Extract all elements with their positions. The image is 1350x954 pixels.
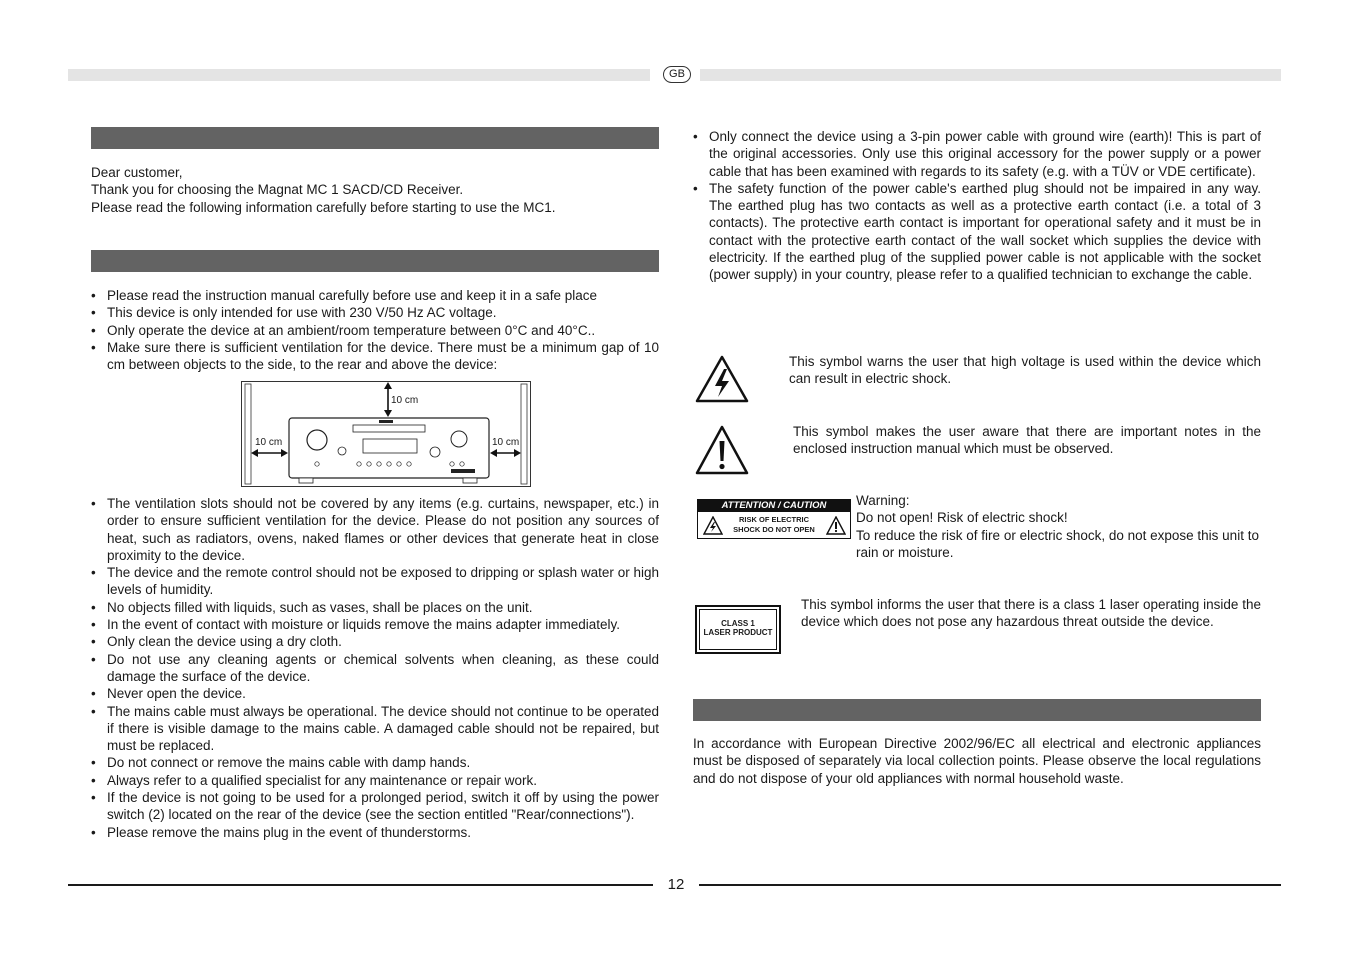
list-item: • Only clean the device using a dry cloth.	[91, 633, 659, 650]
list-item: • The mains cable must always be operational. The device should not continue to be operated if there is visible damage to the mains cable. A damaged cable should not be repaired, but must be replaced.	[91, 703, 659, 755]
language-badge: GB	[663, 66, 691, 83]
list-item: • Never open the device.	[91, 685, 659, 702]
high-voltage-text: This symbol warns the user that high voltage is used within the device which can result in electric shock.	[789, 354, 1261, 387]
warning-text	[856, 492, 1261, 561]
ventilation-diagram	[241, 381, 531, 487]
warning-line: To reduce the risk of fire or electric shock, do not expose this unit to rain or moisture.	[856, 527, 1259, 560]
header-bar-left	[68, 69, 650, 81]
list-item: • Make sure there is sufficient ventilation for the device. There must be a minimum gap of 10 cm between objects to the side, to the rear and above the device:	[91, 339, 659, 374]
gap-label-right: 10 cm	[492, 437, 520, 448]
warning-exclamation-icon	[695, 425, 749, 475]
section-bar-safety	[91, 250, 659, 272]
caution-label-title: ATTENTION / CAUTION	[698, 500, 850, 512]
list-item: • Please remove the mains plug in the event of thunderstorms.	[91, 824, 659, 841]
intro-line: Dear customer,	[91, 165, 183, 180]
receiver-illustration	[289, 418, 489, 483]
header-bar-right	[700, 69, 1281, 81]
laser-line: LASER PRODUCT	[703, 628, 773, 637]
list-item: • The device and the remote control should not be exposed to dripping or splash water or high levels of humidity.	[91, 564, 659, 599]
high-voltage-icon	[695, 355, 749, 403]
list-item: • Only operate the device at an ambient/room temperature between 0°C and 40°C..	[91, 322, 659, 339]
list-item: • No objects filled with liquids, such as vases, shall be places on the unit.	[91, 599, 659, 616]
disposal-text: In accordance with European Directive 2002/96/EC all electrical and electronic appliances must be disposed of separately via local collection points. Please observe the local regulations and do not dispose of your old appliances with normal household waste.	[693, 736, 1261, 786]
warning-line: Warning:	[856, 493, 910, 508]
caution-label	[697, 499, 851, 539]
warning-line: Do not open! Risk of electric shock!	[856, 510, 1068, 526]
caution-shock-icon	[703, 516, 723, 535]
caution-exclamation-icon	[826, 516, 846, 535]
section-bar-disposal	[693, 699, 1261, 721]
list-item: • If the device is not going to be used for a prolonged period, switch it off by using the power switch (2) located on the rear of the device (see the section entitled "Rear/connections").	[91, 789, 659, 824]
safety-list-b	[91, 495, 659, 841]
power-cable-list	[693, 128, 1261, 284]
intro-line: Please read the following information carefully before starting to use the MC1.	[91, 199, 556, 215]
laser-line: CLASS 1	[721, 619, 755, 628]
laser-label	[695, 605, 781, 654]
section-bar-intro	[91, 127, 659, 149]
laser-label-inner	[699, 609, 777, 650]
list-item: • Always refer to a qualified specialist for any maintenance or repair work.	[91, 772, 659, 789]
list-item: • Please read the instruction manual carefully before use and keep it in a safe place	[91, 287, 659, 304]
list-item: • The safety function of the power cable's earthed plug should not be impaired in any way. The earthed plug has two contacts as well as a protective earth contact (i.e. a total of 3 contacts). The protective earth contact is important for operational safety and it must be in contact with the protective earth contact of the wall socket which supplies the device with electricity. If the earthed plug of the supplied power cable is not applicable with the socket (power supply) in your country, please refer to a qualified technician to exchange the cable.	[693, 180, 1261, 284]
important-notes-text: This symbol makes the user aware that there are important notes in the enclosed instruction manual which must be observed.	[793, 424, 1261, 457]
gap-label-left: 10 cm	[255, 437, 283, 448]
laser-text: This symbol informs the user that there is a class 1 laser operating inside the device which does not pose any hazardous threat outside the device.	[801, 597, 1261, 630]
footer-line-left	[68, 884, 653, 886]
page-number: 12	[667, 876, 685, 893]
footer-line-right	[699, 884, 1281, 886]
intro-text	[91, 164, 659, 216]
list-item: • The ventilation slots should not be covered by any items (e.g. curtains, newspaper, etc.) in order to ensure sufficient ventilation for the device. Please do not position any sources of heat, such as radiators, ovens, naked flames or other devices that generate heat in close proximity to the device.	[91, 495, 659, 564]
list-item: • Only connect the device using a 3-pin power cable with ground wire (earth)! This is part of the original accessories. Only use this original accessory for the power supply or a power cable that has been examined with regards to its safety (e.g. with a TÜV or VDE certificate).	[693, 128, 1261, 180]
intro-line: Thank you for choosing the Magnat MC 1 SACD/CD Receiver.	[91, 182, 464, 198]
caution-line: RISK OF ELECTRIC	[738, 515, 809, 524]
caution-label-text	[726, 515, 822, 535]
safety-list-a	[91, 287, 659, 373]
caution-line: SHOCK DO NOT OPEN	[733, 525, 815, 534]
gap-label-top: 10 cm	[391, 395, 419, 406]
list-item: • This device is only intended for use with 230 V/50 Hz AC voltage.	[91, 304, 659, 321]
list-item: • Do not use any cleaning agents or chemical solvents when cleaning, as these could damage the surface of the device.	[91, 651, 659, 686]
list-item: • In the event of contact with moisture or liquids remove the mains adapter immediately.	[91, 616, 659, 633]
list-item: • Do not connect or remove the mains cable with damp hands.	[91, 754, 659, 771]
